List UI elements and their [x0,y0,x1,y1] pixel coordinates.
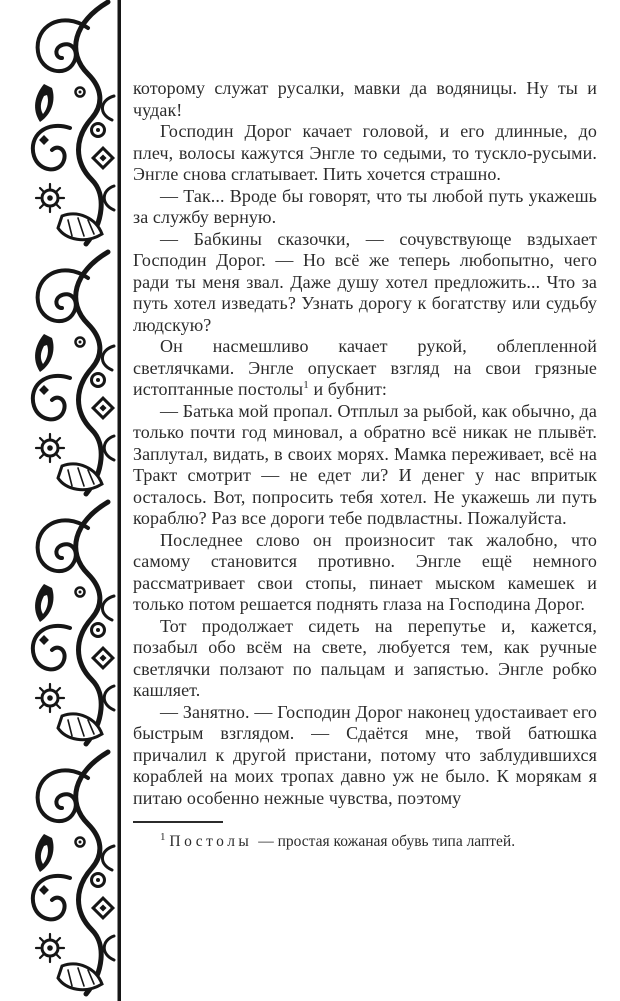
paragraph: Господин Дорог качает головой, и его длинные, до плеч, волосы кажутся Энгле то седыми, то тускло-русыми. Энгле снова сглатывает. Пить хочется страшно. [133,121,597,184]
footnote-term: Постолы [169,833,253,850]
paragraph: — Бабкины сказочки, — сочувствующе вздыхает Господин Дорог. — Но всё же теперь любопытно, чего ради ты меня звал. Даже душу хотел предложить... Что за путь хотел изведать? Узнать дорогу к богатству или судьбу людскую? [133,228,597,335]
footnote-reference: 1 [303,379,309,391]
paragraph: Тот продолжает сидеть на перепутье и, кажется, позабыл обо всём на свете, любуется тем, как ручные светлячки ползают по пальцам и запястью. Энгле робко кашляет. [133,615,597,700]
paragraph: — Батька мой пропал. Отплыл за рыбой, как обычно, да только почти год миновал, а обратно всё никак не плывёт. Заплутал, видать, в своих морях. Мамка переживает, всё на Тракт смотрит — не едет ли? И денег у нас впритык осталось. Вот, попросить тебя хотел. Не укажешь ли путь кораблю? Раз все дороги тебе подвластны. Пожалуйста. [133,400,597,528]
paragraph-text: Он насмешливо качает рукой, облепленной светлячками. Энгле опускает взгляд на свои грязные истоптанные постолы [133,336,597,399]
paragraph-with-footnote-ref [133,336,597,401]
footnote-text [133,832,597,851]
paragraph: Последнее слово он произносит так жалобно, что самому становится противно. Энгле ещё немного рассматривает свои стопы, пинает мыском камешек и только потом решается поднять глаза на Господина Дорог. [133,529,597,614]
ornament-border [0,0,125,1001]
paragraph: — Так... Вроде бы говорят, что ты любой путь укажешь за службу верную. [133,185,597,227]
floral-ornament-icon [0,0,125,1001]
paragraph: которому служат русалки, мавки да водяницы. Ну ты и чудак! [133,78,597,120]
footnote-marker: 1 [160,830,166,843]
paragraph-text: и бубнит: [308,379,388,399]
footnote-definition: — простая кожаная обувь типа лаптей. [258,833,516,850]
footnote-divider [133,821,223,823]
footnote-block [133,821,597,851]
paragraph: — Занятно. — Господин Дорог наконец удостаивает его быстрым взглядом. — Сдаётся мне, твой батюшка причалил к другой пристани, потому что заблудившихся кораблей на моих тропах давно уж не было. К морякам я питаю особенно нежные чувства, поэтому [133,701,597,808]
text-column [133,78,597,851]
border-rule [118,0,122,1001]
